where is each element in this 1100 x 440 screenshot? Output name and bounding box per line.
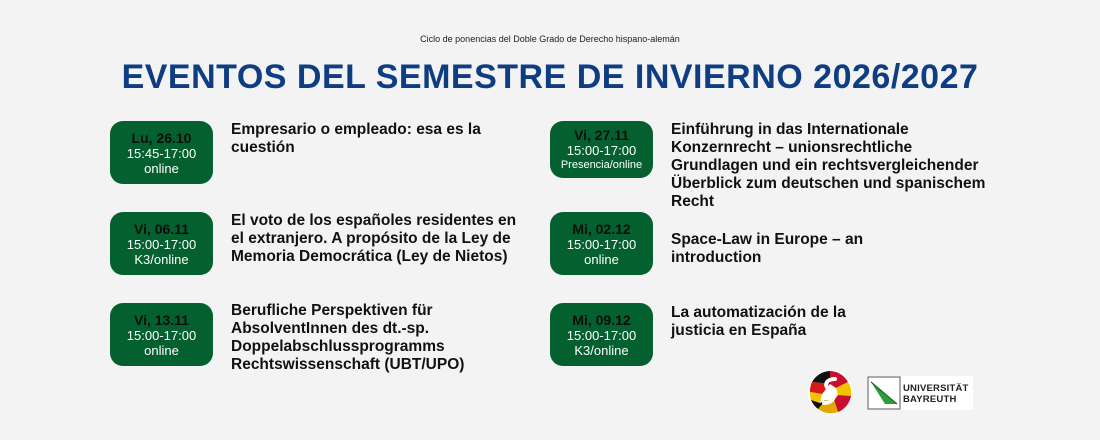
header-subtitle: Ciclo de ponencias del Doble Grado de Derecho hispano-alemán [420, 34, 680, 44]
seal-graphic [808, 370, 852, 414]
event-mode: K3/online [574, 342, 629, 358]
event-day: Lu, 26.10 [131, 129, 192, 146]
event-date-badge [110, 212, 213, 275]
event-title: Empresario o empleado: esa es la cuestión [231, 121, 481, 156]
event-time: 15:00-17:00 [126, 327, 197, 343]
university-name-line1: UNIVERSITÄT [903, 383, 969, 394]
event-day: Mi, 09.12 [572, 311, 631, 328]
event-title: Space-Law in Europe – an introduction [671, 231, 864, 266]
event-day: Mi, 02.12 [572, 220, 631, 237]
event-mode: online [144, 160, 179, 176]
event-date-badge [550, 212, 653, 275]
event-date-badge [550, 121, 653, 178]
event-day: Vi, 06.11 [133, 220, 189, 237]
event-time: 15:00-17:00 [126, 236, 197, 252]
university-bayreuth-logo [867, 376, 973, 410]
event-title: La automatización de la justicia en España [671, 304, 846, 339]
program-seal-logo [808, 370, 852, 414]
event-mode: K3/online [134, 251, 189, 267]
university-emblem-icon [867, 376, 901, 410]
event-time: 15:00-17:00 [566, 142, 637, 158]
page-title: EVENTOS DEL SEMESTRE DE INVIERNO 2026/2027 [121, 58, 979, 96]
event-date-badge [110, 303, 213, 366]
event-day: Vi, 13.11 [133, 311, 189, 328]
event-mode: online [144, 342, 179, 358]
event-date-badge [550, 303, 653, 366]
event-mode: online [584, 251, 619, 267]
event-title: El voto de los españoles residentes en el extranjero. A propósito de la Ley de Memoria Democrática (Ley de Nietos) [231, 212, 517, 265]
event-title: Berufliche Perspektiven für AbsolventInnen des dt.-sp. Doppelabschlussprogramms Rechtswissenschaft (UBT/UPO) [231, 302, 465, 373]
event-time: 15:00-17:00 [566, 327, 637, 343]
event-time: 15:45-17:00 [126, 145, 197, 161]
university-name [903, 383, 969, 405]
event-date-badge [110, 121, 213, 184]
event-time: 15:00-17:00 [566, 236, 637, 252]
event-mode: Presencia/online [560, 158, 643, 171]
event-title: Einführung in das Internationale Konzernrecht – unionsrechtliche Grundlagen und ein rechtsvergleichender Überblick zum deutschen und spanischem Recht [671, 121, 986, 210]
university-name-line2: BAYREUTH [903, 394, 957, 405]
event-day: Vi, 27.11 [573, 126, 629, 143]
